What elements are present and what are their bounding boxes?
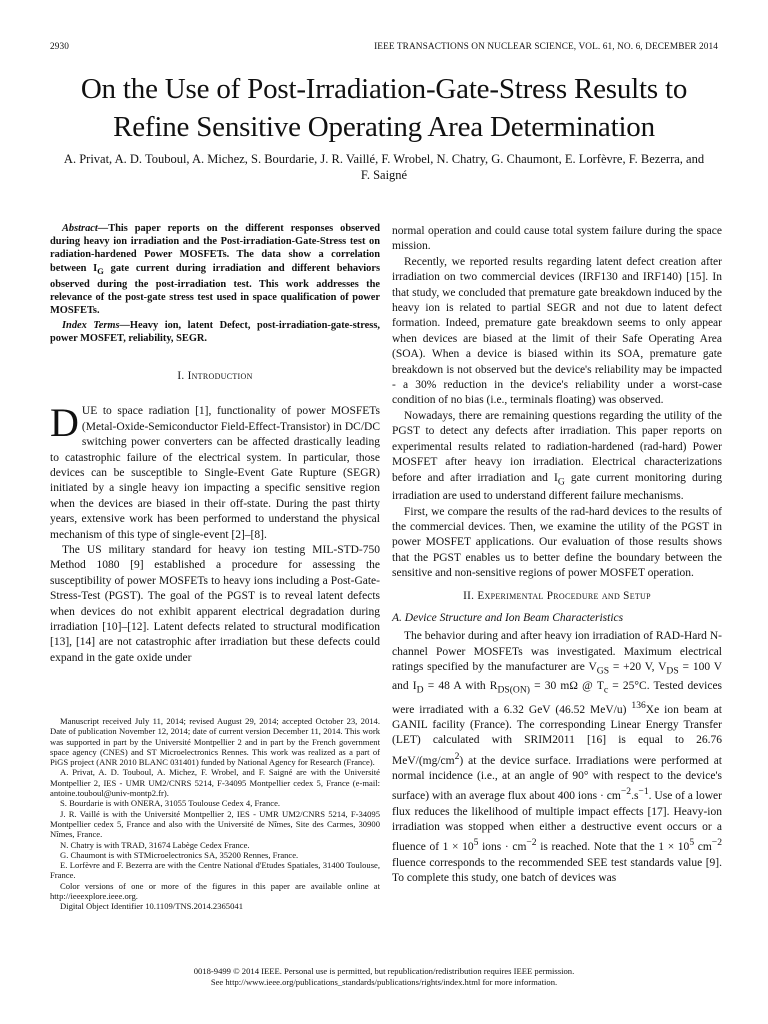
s2-sub: DS xyxy=(666,665,679,677)
s2-sub: D xyxy=(416,684,424,696)
paper-title: On the Use of Post-Irradiation-Gate-Stress Results to Refine Sensitive Operating Area Determination xyxy=(80,73,688,143)
s2-text: Xe ion beam at GANIL facility (France). The corresponding Linear Energy Transfer (LET) calculated with SRIM2011 [16] is equal to 26.76 MeV/(mg/cm xyxy=(392,703,722,767)
copyright-notice xyxy=(40,966,728,988)
index-terms-text: Heavy ion, latent Defect, post-irradiation-gate-stress, power MOSFET, reliability, SEGR. xyxy=(50,319,380,344)
index-terms xyxy=(50,319,380,345)
right-paragraph-3: First, we compare the results of the rad-hard devices to the results of the commercial devices. Then, we examine the utility of the PGST in power MOSFET applications. Our evaluation of those results shows that the PGST enables us to better define the boundary between the sensitive and non-sensitive regions of power MOSFET operation. xyxy=(392,505,722,580)
s2-text: = 25°C. Tested devices were irradiated with a 6.32 GeV (46.52 MeV/u) xyxy=(392,679,723,716)
abstract xyxy=(50,222,380,318)
s2-sup: 5 xyxy=(473,837,479,849)
footnote: Digital Object Identifier 10.1109/TNS.2014.2365041 xyxy=(60,901,243,912)
section-2-paragraph-1 xyxy=(392,629,722,886)
s2-sup: 2 xyxy=(454,750,460,762)
section-heading-1 xyxy=(50,369,380,384)
right-p2-text-a: Nowadays, there are remaining questions regarding the utility of the PGST to detect any defects after irradiation. This paper reports on experimental results related to radiation-hardened (rad-hard) Power MOSFET after heavy ion irradiation. Electrical characterizations before and after irradiation and I xyxy=(392,409,722,484)
section-heading-2 xyxy=(392,589,722,604)
s2-sup: 5 xyxy=(689,837,695,849)
footnote: J. R. Vaillé is with the Université Montpellier 2, IES - UMR UM2/CNRS 5214, F-34095 Montpellier cedex 5, France and also with the Université de Nîmes, Site des Carmes, 30900 Nîmes, France. xyxy=(50,808,380,840)
intro-paragraph-1 xyxy=(50,400,380,543)
right-paragraph-0: normal operation and could cause total system failure during the space mission. xyxy=(392,225,722,253)
s2-text: ) at the device surface. Irradiations were performed at normal incidence (i.e., at an angle of 90° with respect to the device's surface) with an average flux about 400 ions · cm xyxy=(392,754,722,803)
abstract-text: This paper reports on the different responses observed during heavy ion irradiation and the Post-irradiation-Gate-Stress test on radiation-hardened Power MOSFETs. The data show a correlation between I xyxy=(50,223,380,274)
s2-text: = 100 V and I xyxy=(392,661,722,692)
s2-text: = +20 V, V xyxy=(609,661,667,674)
s2-text: fluence corresponds to the recommended SEE test standards value [9]. To complete this study, one batch of devices was xyxy=(392,856,722,885)
running-header xyxy=(50,42,718,52)
section-1-numeral: I. xyxy=(177,369,185,382)
footnote: G. Chaumont is with STMicroelectronics SA, 35200 Rennes, France. xyxy=(60,849,299,860)
s2-sub: GS xyxy=(596,665,610,677)
s2-sup: −1 xyxy=(638,786,649,798)
section-2-title: Experimental Procedure and Setup xyxy=(477,589,651,602)
s2-sup: −2 xyxy=(620,786,632,798)
section-2-numeral: II. xyxy=(463,589,475,602)
s2-text: = 48 A with R xyxy=(423,679,498,692)
s2-text: The behavior during and after heavy ion irradiation of RAD-Hard N-channel Power MOSFETs was investigated. Maximum electrical ratings specified by the manufacturer are V xyxy=(392,630,722,674)
footnote: Color versions of one or more of the figures in this paper are available online at http://ieeexplore.ieee.org. xyxy=(50,880,380,902)
s2-text: cm xyxy=(694,841,712,854)
right-paragraph-2 xyxy=(392,409,722,505)
s2-sup: −2 xyxy=(526,837,537,849)
abstract-label: Abstract— xyxy=(62,223,109,234)
s2-text: . Use of a lower flux reduces the likelihood of multiple impact effects [17]. Heavy-ion irradiation was stopped when either a destructive event occurs or a fluence of 1 × 10 xyxy=(392,790,722,854)
index-terms-label: Index Terms— xyxy=(62,319,130,331)
page-number: 2930 xyxy=(50,42,69,52)
s2-sup: −2 xyxy=(711,837,722,849)
right-p2-text-b: gate current monitoring during irradiation are used to understand different failure mechanisms. xyxy=(392,471,722,503)
journal-info: IEEE TRANSACTIONS ON NUCLEAR SCIENCE, VOL. 61, NO. 6, DECEMBER 2014 xyxy=(374,42,718,52)
section-1-title: Introduction xyxy=(187,369,253,382)
author-list: A. Privat, A. D. Touboul, A. Michez, S. Bourdarie, J. R. Vaillé, F. Wrobel, N. Chatry, G. Chaumont, E. Lorfèvre, F. Bezerra, and F. Saigné xyxy=(63,152,705,182)
footnotes xyxy=(50,716,380,912)
footnote: Manuscript received July 11, 2014; revised August 29, 2014; accepted October 23, 2014. Date of publication November 12, 2014; date of current version December 11, 2014. This work was supported in part by the Université Montpellier 2 and in part by the French government space agency (CNES) and ST Microelectronics Rennes. This work was realized as a part of PiGS project (ANR 2010 BLANC 031401) funded by National Agency for Research (France). xyxy=(50,716,380,768)
footnote: E. Lorfèvre and F. Bezerra are with the Centre National d'Etudes Spatiales, 31400 Toulouse, France. xyxy=(50,860,380,881)
footnote: A. Privat, A. D. Touboul, A. Michez, F. Wrobel, and F. Saigné are with the Université Montpellier 2, IES - UMR UM2/CNRS 5214, F-34095 Montpellier cedex 5, France (e-mail: antoine.touboul@univ-montp2.fr). xyxy=(50,767,380,799)
s2-text: is reached. Note that the 1 × 10 xyxy=(536,841,690,854)
footnote: S. Bourdarie is with ONERA, 31055 Toulouse Cedex 4, France. xyxy=(60,798,281,809)
s2-text: = 30 mΩ @ T xyxy=(529,679,604,692)
s2-text: ions · cm xyxy=(478,841,527,854)
subsection-heading-a: A. Device Structure and Ion Beam Characteristics xyxy=(392,612,624,625)
abstract-text-2: gate current during irradiation and different behaviors observed during the post-irradiation test. This work addresses the relevance of the post-gate stress test used in space qualification of power MOSFETs. xyxy=(50,262,381,317)
right-paragraph-1: Recently, we reported results regarding latent defect creation after irradiation on two commercial devices (IRF130 and IRF140) [15]. In that study, we concluded that premature gate breakdown induced by the heavy ion is related to partial SEGR and not due to latent defect formation. Indeed, premature gate breakdown seems to only appear when devices are biased at the limit of their Safe Operating Area (SOA). When a device is biased within its SOA, premature gate breakdown is not observed but the device's reliability may be impacted - a 30% reduction in the device's reliability under a worst-case condition of no bias (i.e., terminals floating) was observed. xyxy=(392,255,722,407)
drop-cap: D xyxy=(50,400,79,446)
intro-paragraph-2: The US military standard for heavy ion testing MIL-STD-750 Method 1080 [9] established a procedure for assessing the susceptibility of power MOSFETs to heavy ions including a Post-Gate-Stress-Test (PGST). The goal of the PGST is to reveal latent defects when devices do not exhibit apparent electrical degradation during irradiation [10]–[12]. Latent defects related to structural modification [13], [14] are not catastrophic after irradiation but these defects could expand in the gate oxide under xyxy=(50,543,380,664)
s2-sup: 136 xyxy=(631,699,646,711)
intro-p1-text: UE to space radiation [1], functionality of power MOSFETs (Metal-Oxide-Semiconductor Field-Effect-Transistor) in DC/DC switching power converters can be affected drastically leading to catastrophic failure of the electrical system. In particular, those devices can be susceptible to Single-Event Gate Rupture (SEGR) initiated by a single heavy ion impacting a specific sensitive region when the devices are biased in their off-state. During the past thirty years, extensive work has been performed to understand the physical mechanism of this type of single-event [2]–[8]. xyxy=(50,405,380,541)
s2-sub: DS(ON) xyxy=(497,684,530,696)
copyright-line-2: See http://www.ieee.org/publications_standards/publications/rights/index.html for more information. xyxy=(210,977,558,987)
copyright-line-1: 0018-9499 © 2014 IEEE. Personal use is permitted, but republication/redistribution requires IEEE permission. xyxy=(193,966,575,976)
s2-sub: c xyxy=(603,684,609,696)
s2-text: .s xyxy=(631,790,639,803)
footnote: N. Chatry is with TRAD, 31674 Labège Cedex France. xyxy=(60,839,250,850)
right-p2-sub: G xyxy=(557,475,565,487)
right-column xyxy=(392,224,722,886)
left-column xyxy=(50,222,380,666)
abstract-sub: G xyxy=(97,265,104,276)
